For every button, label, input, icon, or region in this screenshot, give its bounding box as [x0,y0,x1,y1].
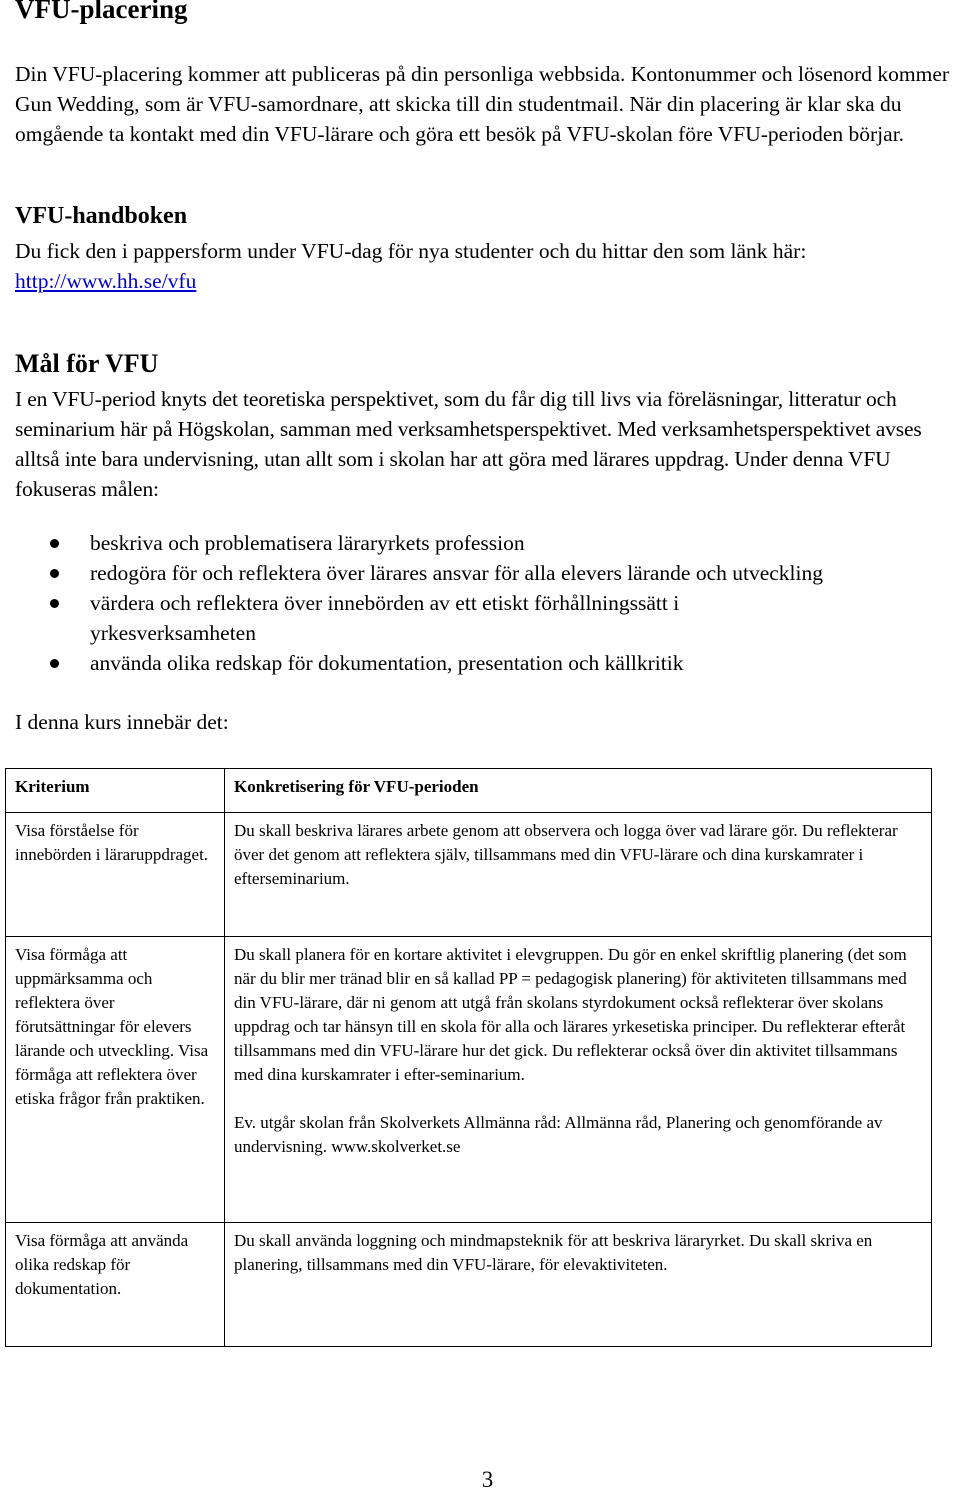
table-row [6,813,932,937]
bullet-icon [50,539,59,548]
concretization-cell [225,813,932,937]
goals-intro-paragraph: I en VFU-period knyts det teoretiska perspektivet, som du får dig till livs via föreläsningar, litteratur och seminarium här på Högskolan, samman med verksamhetsperspektivet. Med verksamhetsperspektivet avses alltså inte bara undervisning, utan allt som i skolan har att göra med lärares uppdrag. Under denna VFU fokuseras målen: [15,387,922,501]
header-concretization: Konkretisering för VFU-perioden [225,769,932,813]
bullet-icon [50,569,59,578]
handbook-link[interactable]: http://www.hh.se/vfu [15,269,197,293]
goals-heading: Mål för VFU [15,349,159,378]
page-number: 3 [481,1467,494,1492]
concretization-cell [225,1223,932,1347]
concretization-text: Du skall planera för en kortare aktivitet i elevgruppen. Du gör en enkel skriftlig planering (det som när du blir mer tränad blir en så kallad PP = pedagogisk planering) för aktiviteten tillsammans med din VFU-lärare, där ni genom att utgå från skolans styrdokument också reflekterar över skolans uppdrag och tar hänsyn till en skola för alla och lärares yrkesetiska principer. Du reflekterar efteråt tillsammans med din VFU-lärare hur det gick. Du reflekterar också över din aktivitet tillsammans med dina kurskamrater i efter-seminarium. [234,945,907,1084]
concretization-text: Du skall beskriva lärares arbete genom att observera och logga över vad lärare gör. Du reflekterar över det genom att reflektera själv, tillsammans med din VFU-lärare och dina kurskamrater i efterseminarium. [234,821,898,888]
criterion-cell: Visa förståelse för innebörden i läraruppdraget. [6,813,225,937]
goal-text: värdera och reflektera över innebörden av ett etiskt förhållningssätt i yrkesverksamheten [90,591,680,645]
header-criterion: Kriterium [6,769,225,813]
bullet-icon [50,599,59,608]
list-item [0,528,950,558]
concretization-cell [225,937,932,1223]
table-row [6,1223,932,1347]
goal-text: redogöra för och reflektera över lärares ansvar för alla elevers lärande och utveckling [90,561,824,585]
goal-text: beskriva och problematisera läraryrkets profession [90,531,525,555]
handbook-text: Du fick den i pappersform under VFU-dag för nya studenter och du hittar den som länk här: [15,239,807,263]
list-item [0,558,950,588]
goals-list [0,528,950,678]
bullet-icon [50,659,59,668]
list-item [0,588,790,648]
table-header-row [6,769,932,813]
concretization-extra-text: Ev. utgår skolan från Skolverkets Allmänna råd: Allmänna råd, Planering och genomförande av undervisning. www.skolverket.se [234,1113,883,1156]
list-item [0,648,950,678]
concretization-text: Du skall använda loggning och mindmapsteknik för att beskriva läraryrket. Du skall skriva en planering, tillsammans med din VFU-lärare, för elevaktiviteten. [234,1231,873,1274]
criterion-cell: Visa förmåga att uppmärksamma och reflektera över förutsättningar för elevers lärande och utveckling. Visa förmåga att reflektera över etiska frågor från praktiken. [6,937,225,1223]
criterion-cell: Visa förmåga att använda olika redskap för dokumentation. [6,1223,225,1347]
handbook-heading: VFU-handboken [15,203,188,229]
intro-paragraph: Din VFU-placering kommer att publiceras på din personliga webbsida. Kontonummer och lösenord kommer Gun Wedding, som är VFU-samordnare, att skicka till din studentmail. När din placering är klar ska du omgående ta kontakt med din VFU-lärare och göra ett besök på VFU-skolan före VFU-perioden börjar. [15,62,950,146]
table-row [6,937,932,1223]
handbook-paragraph [15,236,950,296]
goal-text: använda olika redskap för dokumentation, presentation och källkritik [90,651,684,675]
criteria-table [5,768,932,1347]
course-meaning-text: I denna kurs innebär det: [15,710,229,734]
page-title: VFU-placering [15,0,188,24]
